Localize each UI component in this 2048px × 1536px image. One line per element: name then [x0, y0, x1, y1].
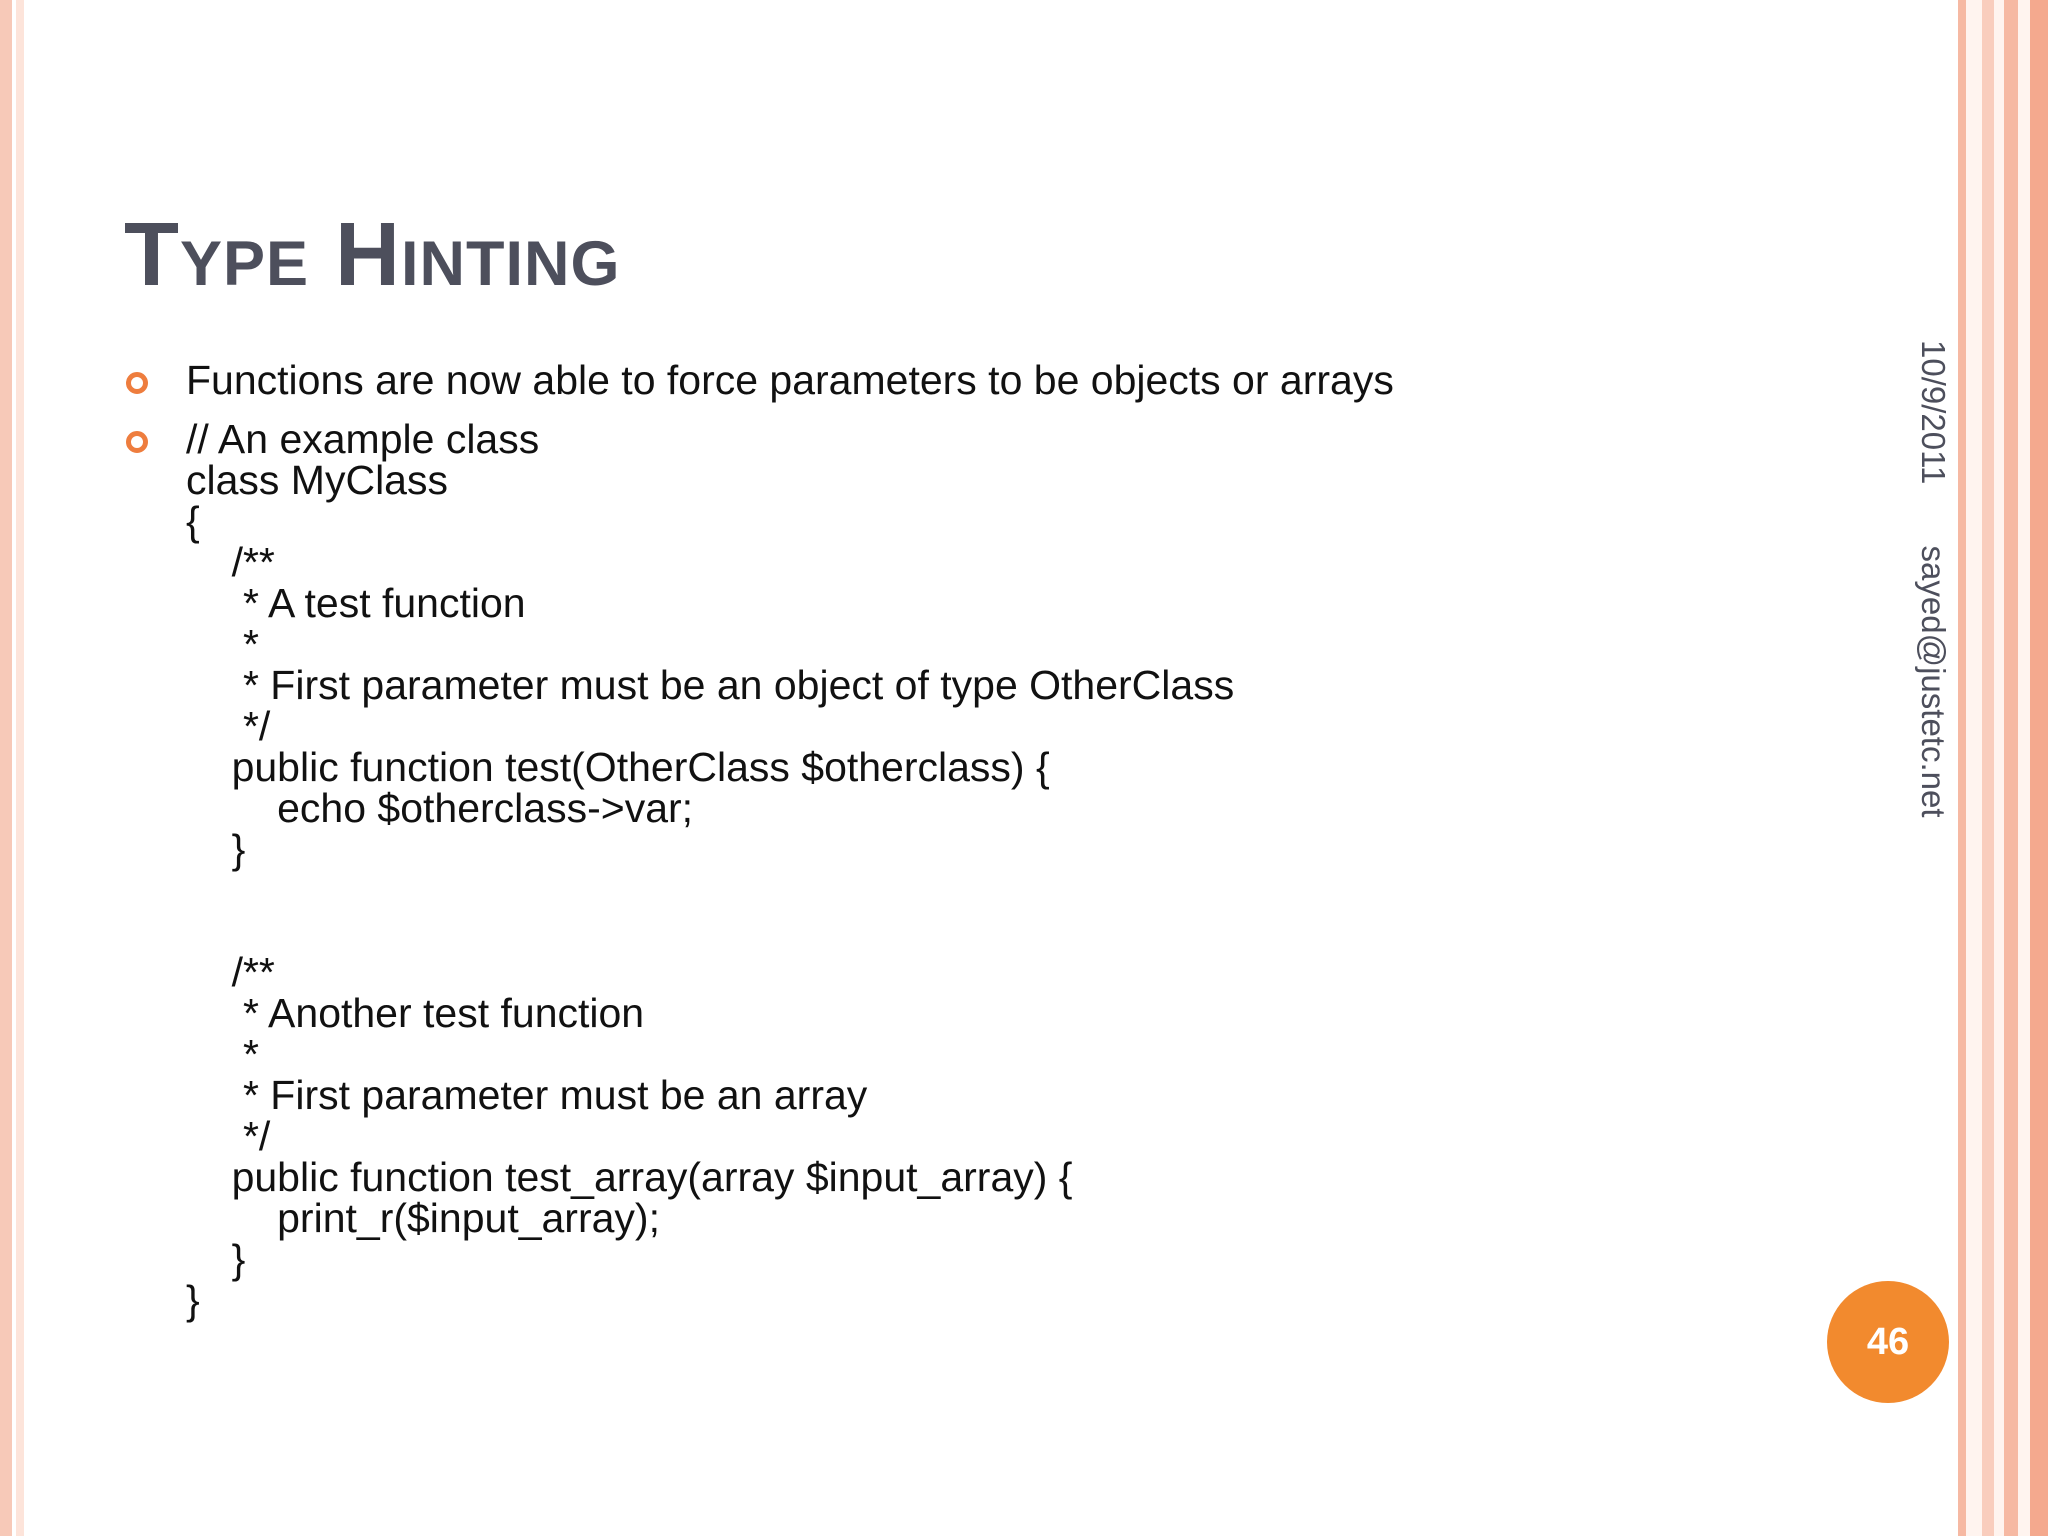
- code-line: {: [186, 498, 200, 544]
- code-line: */: [186, 1113, 271, 1159]
- code-line: * First parameter must be an array: [186, 1072, 868, 1118]
- bullet-item-code: [124, 416, 1884, 1323]
- right-border-stripe: [2004, 0, 2018, 1536]
- right-border-stripe: [2030, 0, 2048, 1536]
- slide-date: 10/9/2011: [1915, 340, 1952, 485]
- code-line: }: [186, 1236, 246, 1282]
- code-line: *: [186, 1031, 259, 1077]
- left-border-stripe-inner: [16, 0, 24, 1536]
- code-line: /**: [186, 539, 275, 585]
- code-line: * Another test function: [186, 990, 645, 1036]
- code-line: * First parameter must be an object of type OtherClass: [186, 662, 1235, 708]
- slide-title: Type Hinting: [124, 205, 621, 305]
- code-line: print_r($input_array);: [186, 1195, 660, 1241]
- code-line: */: [186, 703, 271, 749]
- page-number-badge: 46: [1827, 1281, 1949, 1403]
- code-line: [186, 911, 1884, 952]
- bullet-item: [124, 357, 1884, 403]
- right-border-stripe: [1958, 0, 1966, 1536]
- bullet-text: Functions are now able to force parameters to be objects or arrays: [186, 357, 1394, 403]
- code-line: *: [186, 621, 259, 667]
- side-footer: [1892, 340, 1952, 820]
- code-line: public function test(OtherClass $otherclass) {: [186, 744, 1050, 790]
- code-line: }: [186, 1277, 200, 1323]
- slide-content: [124, 357, 1884, 1323]
- bullet-circle-icon: [126, 372, 148, 394]
- code-line: [186, 870, 1884, 911]
- code-line: class MyClass: [186, 457, 448, 503]
- code-line: // An example class: [186, 416, 540, 462]
- code-line: }: [186, 826, 246, 872]
- bullet-circle-icon: [126, 431, 148, 453]
- code-line: /**: [186, 949, 275, 995]
- code-line: public function test_array(array $input_array) {: [186, 1154, 1073, 1200]
- code-line: echo $otherclass->var;: [186, 785, 694, 831]
- left-border-stripe: [0, 0, 12, 1536]
- author-email: sayed@justetc.net: [1915, 545, 1952, 818]
- right-border-stripe: [1982, 0, 1994, 1536]
- code-line: * A test function: [186, 580, 526, 626]
